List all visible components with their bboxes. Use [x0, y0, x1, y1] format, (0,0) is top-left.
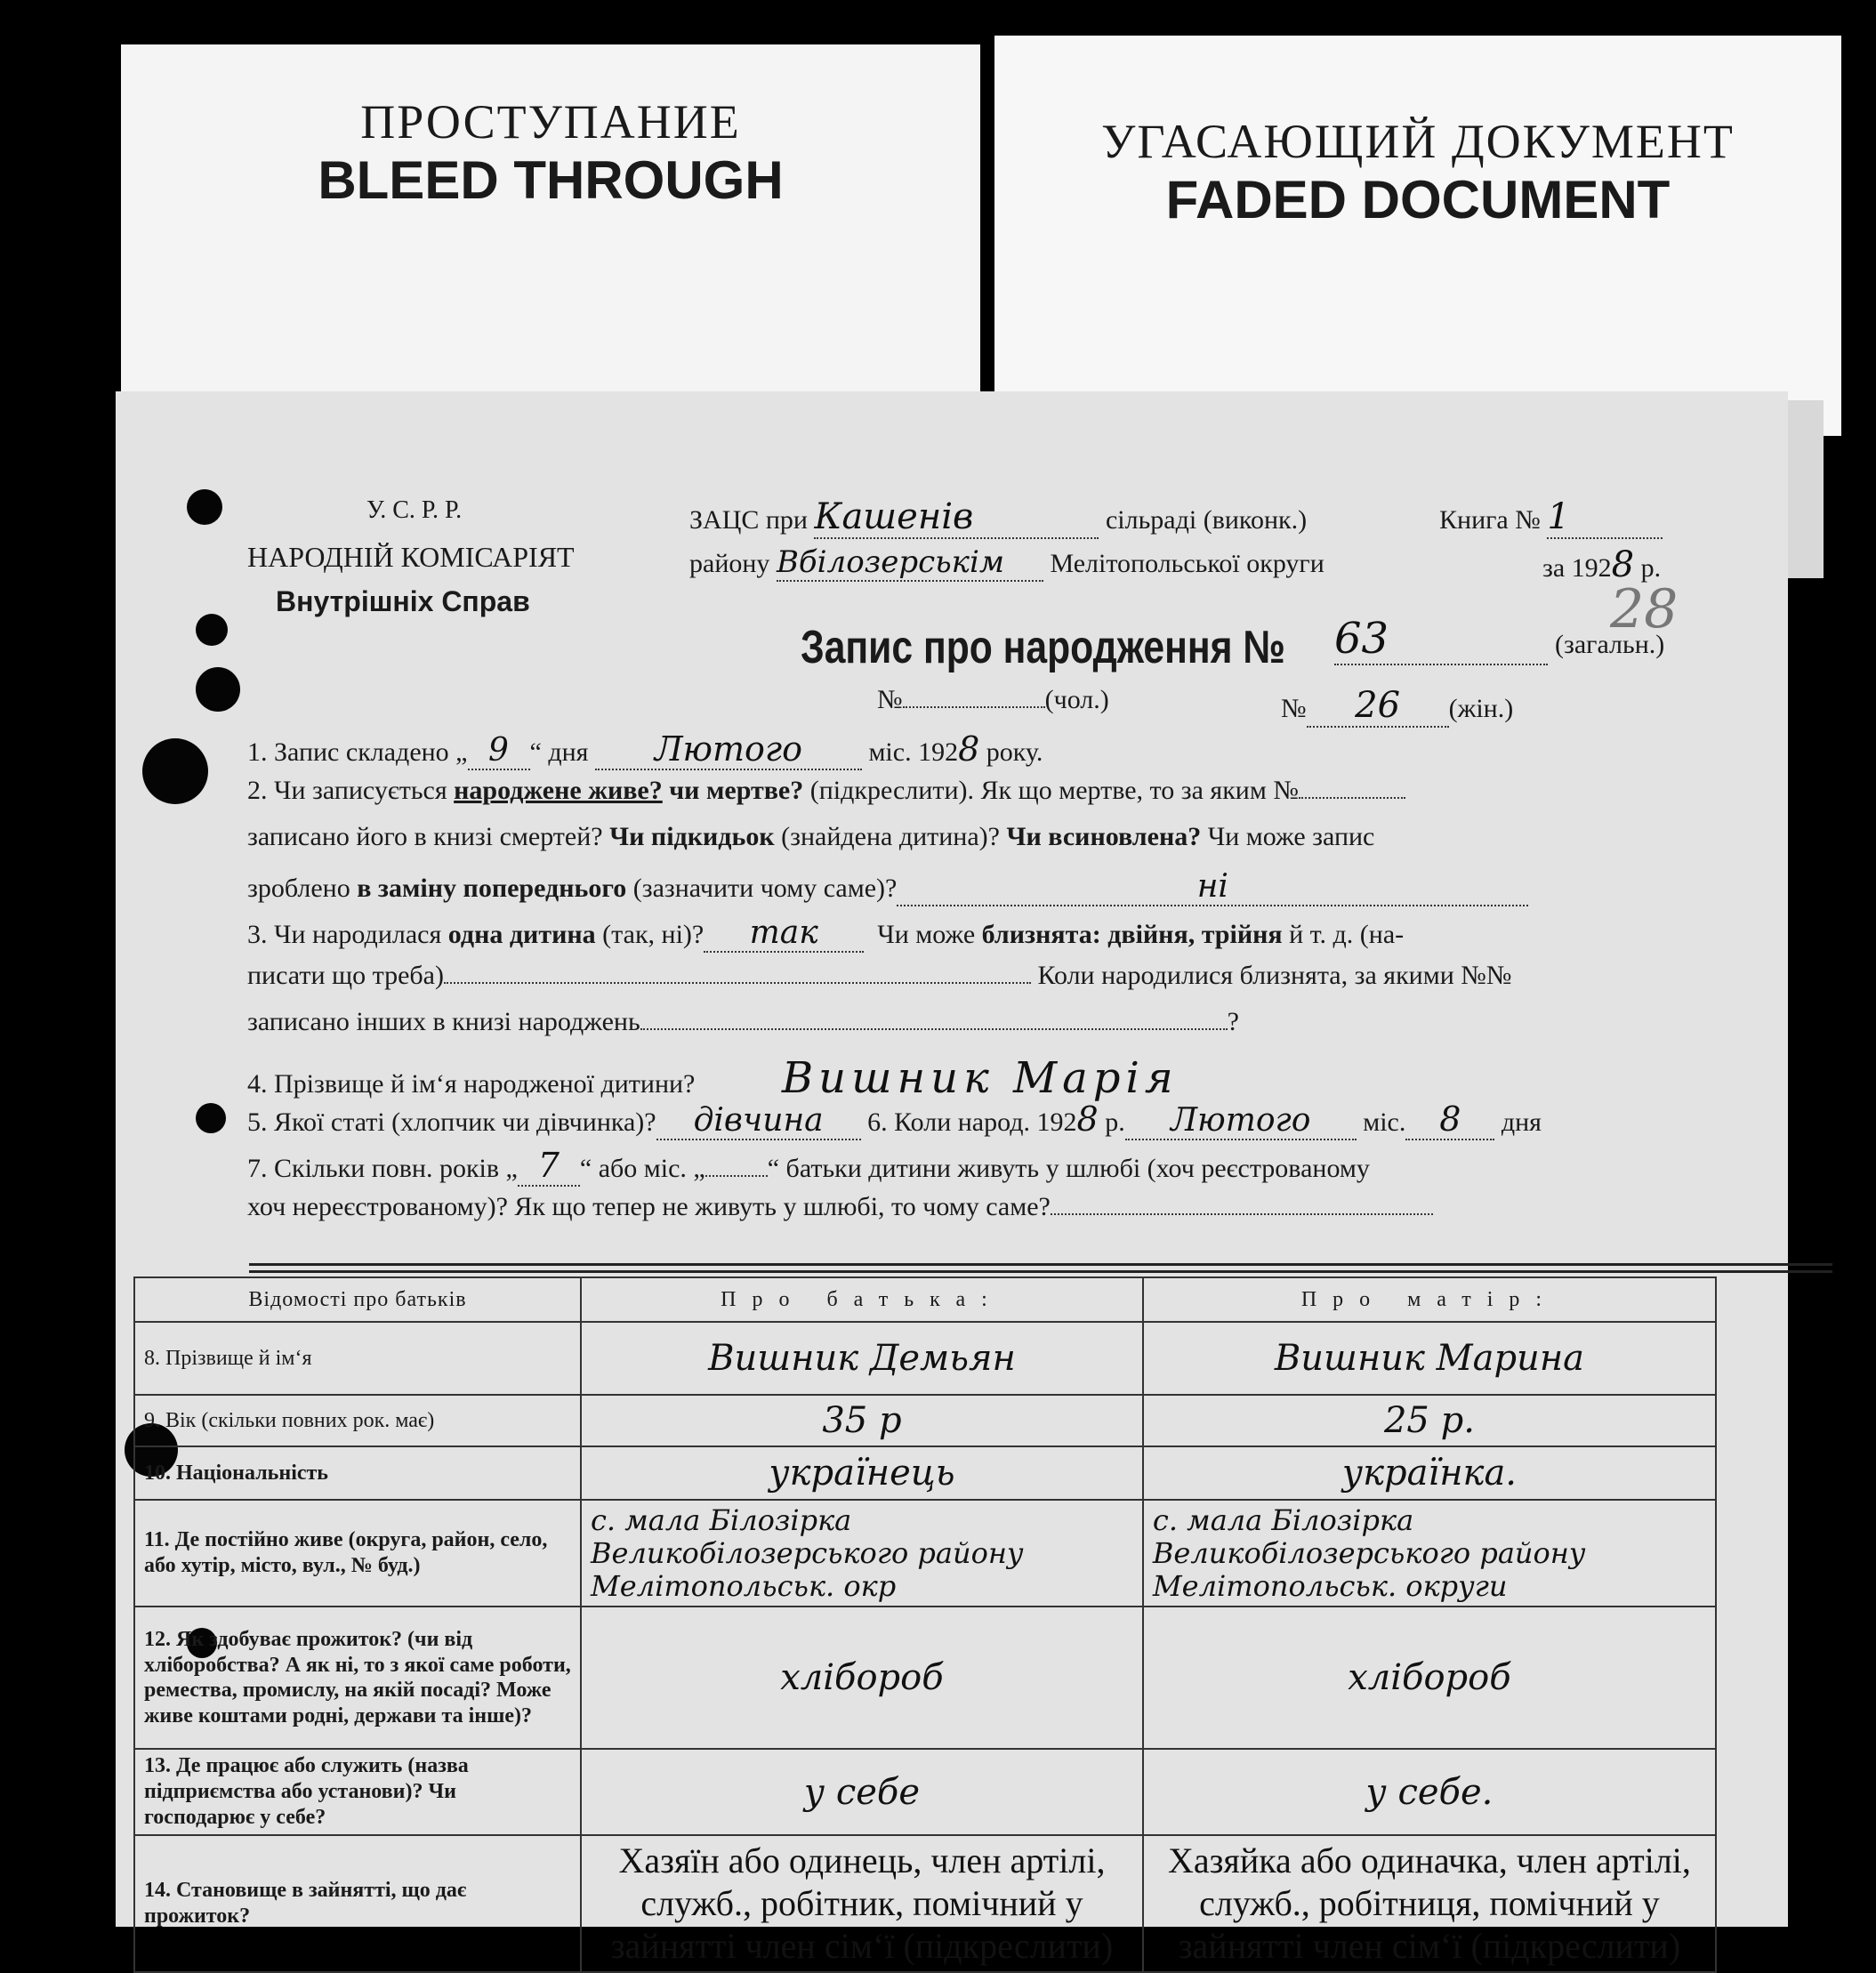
item-2-live: народжене живе? [454, 776, 663, 805]
item-2-answer: ні [897, 868, 1528, 906]
birth-year: 8 [1076, 1099, 1099, 1139]
item-1 [247, 729, 1043, 770]
item-7-line-1 [247, 1146, 1370, 1187]
item-5-text: 5. Якої статі (хлопчик чи дівчинка)? [247, 1107, 656, 1137]
year-digit: 8 [1611, 544, 1635, 585]
mother-nationality: українка. [1143, 1446, 1716, 1500]
male-number-line [877, 685, 1109, 715]
mother-occupation: хлібороб [1143, 1607, 1716, 1749]
mother-age: 25 р. [1143, 1395, 1716, 1446]
bleed-through-en: BLEED THROUGH [318, 150, 784, 210]
district-name: Вбілозерськім [777, 544, 1043, 582]
item-3-text: Коли народилися близнята, за якими №№ [1037, 961, 1512, 990]
birth-month: Лютого [1125, 1102, 1357, 1140]
table-row [134, 1607, 1716, 1749]
item-2-adopted: Чи всиновлена? [1006, 822, 1202, 851]
zags-suffix: сільраді (виконк.) [1105, 505, 1308, 535]
binder-hole [196, 667, 240, 712]
father-status: Хазяїн або одинець, член артілі, служб., робітник, помічний у зайнятті член сім‘ї (підкреслити) [581, 1835, 1143, 1972]
item-2-text: зроблено [247, 874, 350, 903]
margin-note: 28 [1610, 578, 1679, 640]
item-5-6 [247, 1099, 1542, 1140]
record-year: 8 [958, 729, 980, 769]
table-row [134, 1395, 1716, 1446]
item-2-text: (знайдена дитина)? [781, 822, 1000, 851]
zags-prefix: ЗАЦС при [689, 505, 808, 535]
item-3-text: записано інших в книзі народжень [247, 1007, 640, 1036]
table-top-rule [249, 1270, 1832, 1273]
year-suffix: р. [1640, 553, 1662, 583]
birth-day: 8 [1405, 1099, 1494, 1140]
row-label: 9. Вік (скільки повних рок. має) [134, 1395, 581, 1446]
item-3-text: (так, ні)? [602, 920, 705, 949]
record-title: Запис про народження № [801, 622, 1285, 673]
header-info: Відомості про батьків [134, 1277, 581, 1322]
item-2-foundling: Чи підкидьок [609, 822, 775, 851]
sheet-edge [1788, 400, 1824, 578]
item-2-text: (підкреслити). Як що мертве, то за яким № [809, 776, 1299, 805]
item-7-reason-field [1051, 1213, 1433, 1215]
father-age: 35 р [581, 1395, 1143, 1446]
mother-workplace: у себе. [1143, 1749, 1716, 1834]
record-day: 9 [468, 732, 530, 770]
female-number: 26 [1307, 685, 1449, 728]
female-label: (жін.) [1448, 694, 1514, 723]
table-row [134, 1322, 1716, 1395]
book-label: Книга № [1439, 505, 1541, 535]
item-6-text: 6. Коли народ. 192 [867, 1107, 1077, 1137]
item-2-line-3 [247, 868, 1528, 906]
item-4-text: 4. Прізвище й ім‘я народженої дитини? [247, 1069, 696, 1099]
district-line [689, 544, 1324, 582]
row-label: 14. Становище в зайнятті, що дає прожиток? [134, 1835, 581, 1972]
item-2-replacement: в заміну попереднього [357, 874, 627, 903]
item-3-text: писати що треба) [247, 961, 444, 990]
zags-village: Кашенів [814, 496, 1099, 539]
book-line [1439, 496, 1663, 539]
faded-document-ru: УГАСАЮЩИЙ ДОКУМЕНТ [1101, 115, 1735, 168]
marriage-months [705, 1175, 768, 1177]
item-3-twins: близнята: двійня, трійня [981, 920, 1283, 949]
item-2-line-1 [247, 776, 1405, 806]
zags-line [689, 496, 1307, 539]
item-4 [247, 1053, 1179, 1103]
ussr-label: У. С. Р. Р. [366, 496, 463, 524]
female-no-sign: № [1281, 694, 1307, 723]
mother-residence: с. мала Білозірка Великобілозерського району Мелітопольськ. округи [1143, 1500, 1716, 1607]
bleed-through-ru: ПРОСТУПАНИЕ [360, 95, 741, 149]
male-no-sign: № [877, 685, 903, 714]
record-total-number: 63 [1334, 614, 1548, 665]
item-3-twins-field [444, 982, 1031, 984]
item-3-line-1 [247, 914, 1404, 953]
item-2-text: записано його в книзі смертей? [247, 822, 603, 851]
district-suffix: Мелітопольської округи [1050, 549, 1324, 578]
male-number [903, 706, 1045, 708]
department-label: Внутрішніх Справ [276, 585, 530, 617]
header-father: Про батька: [581, 1277, 1143, 1322]
table-row [134, 1749, 1716, 1834]
item-6-text: дня [1501, 1107, 1542, 1137]
item-6-text: міс. [1363, 1107, 1406, 1137]
item-1-text: року. [986, 737, 1043, 767]
parents-table [133, 1276, 1717, 1973]
item-6-text: р. [1105, 1107, 1125, 1137]
child-sex: дівчина [656, 1102, 861, 1140]
child-name: Вишник Марія [781, 1053, 1179, 1103]
binder-hole [142, 738, 208, 804]
record-total-label: (загальн.) [1555, 630, 1665, 659]
table-top-rule [249, 1263, 1832, 1266]
year-label: за 192 [1542, 553, 1612, 583]
table-header-row [134, 1277, 1716, 1322]
item-7-line-2 [247, 1192, 1433, 1222]
binder-hole [187, 489, 222, 525]
item-1-text: “ дня [529, 737, 589, 767]
father-occupation: хлібороб [581, 1607, 1143, 1749]
father-workplace: у себе [581, 1749, 1143, 1834]
item-3-text: Чи може [877, 920, 976, 949]
item-7-text: 7. Скільки повн. років „ [247, 1154, 518, 1183]
item-2-line-2 [247, 822, 1374, 852]
item-3-others-field [640, 1028, 1228, 1030]
item-2-text: 2. Чи записується [247, 776, 447, 805]
father-nationality: українець [581, 1446, 1143, 1500]
table-row [134, 1835, 1716, 1972]
marriage-years: 7 [518, 1146, 580, 1187]
father-name: Вишник Демьян [581, 1322, 1143, 1395]
table-row [134, 1500, 1716, 1607]
item-3-answer: так [704, 914, 864, 953]
row-label: 8. Прізвище й ім‘я [134, 1322, 581, 1395]
commissariat-label: НАРОДНІЙ КОМІСАРІЯТ [247, 541, 575, 573]
item-7-text: “ батьки дитини живуть у шлюбі (хоч реєстрованому [767, 1154, 1370, 1183]
row-label: 13. Де працює або служить (назва підприємства або установи)? Чи господарює у себе? [134, 1749, 581, 1834]
item-3-text: й т. д. (на- [1289, 920, 1405, 949]
binder-hole [196, 1103, 226, 1133]
bleed-through-card [121, 44, 980, 436]
male-label: (чол.) [1044, 685, 1109, 714]
record-month: Лютого [595, 729, 862, 770]
item-7-text: хоч нереєстрованому)? Як що тепер не живуть у шлюбі, то чому саме? [247, 1192, 1051, 1221]
female-number-line [1281, 685, 1513, 728]
item-3-single: одна дитина [447, 920, 596, 949]
faded-document-en: FADED DOCUMENT [1165, 170, 1671, 230]
mother-status: Хазяйка або одиначка, член артілі, служб., робітниця, помічний у зайнятті член сім‘ї (підкреслити) [1143, 1835, 1716, 1972]
book-number: 1 [1547, 496, 1663, 539]
table-row [134, 1446, 1716, 1500]
item-2-dead: чи мертве? [669, 776, 804, 805]
item-3-line-2 [247, 961, 1512, 991]
district-prefix: району [689, 549, 770, 578]
item-1-text: міс. 192 [868, 737, 959, 767]
row-label: 12. Як здобуває прожиток? (чи від хліборобства? А як ні, то з якої саме роботи, ремества, промислу, на якій посаді? Може живе коштами родні, держави та інше)? [134, 1607, 581, 1749]
item-3-line-3 [247, 1007, 1239, 1037]
mother-name: Вишник Марина [1143, 1322, 1716, 1395]
item-2-death-no [1299, 797, 1405, 799]
item-2-text: Чи може запис [1207, 822, 1375, 851]
item-2-text: (зазначити чому саме)? [632, 874, 898, 903]
item-3-text: ? [1227, 1007, 1239, 1036]
row-label: 10. Національність [134, 1446, 581, 1500]
item-1-text: 1. Запис складено „ [247, 737, 468, 767]
faded-document-card [994, 36, 1841, 436]
father-residence: с. мала Білозірка Великобілозерського району Мелітопольськ. окр [581, 1500, 1143, 1607]
item-7-text: “ або міс. „ [579, 1154, 705, 1183]
header-mother: Про матір: [1143, 1277, 1716, 1322]
row-label: 11. Де постійно живе (округа, район, село, або хутір, місто, вул., № буд.) [134, 1500, 581, 1607]
binder-hole [196, 614, 228, 646]
item-3-text: 3. Чи народилася [247, 920, 442, 949]
